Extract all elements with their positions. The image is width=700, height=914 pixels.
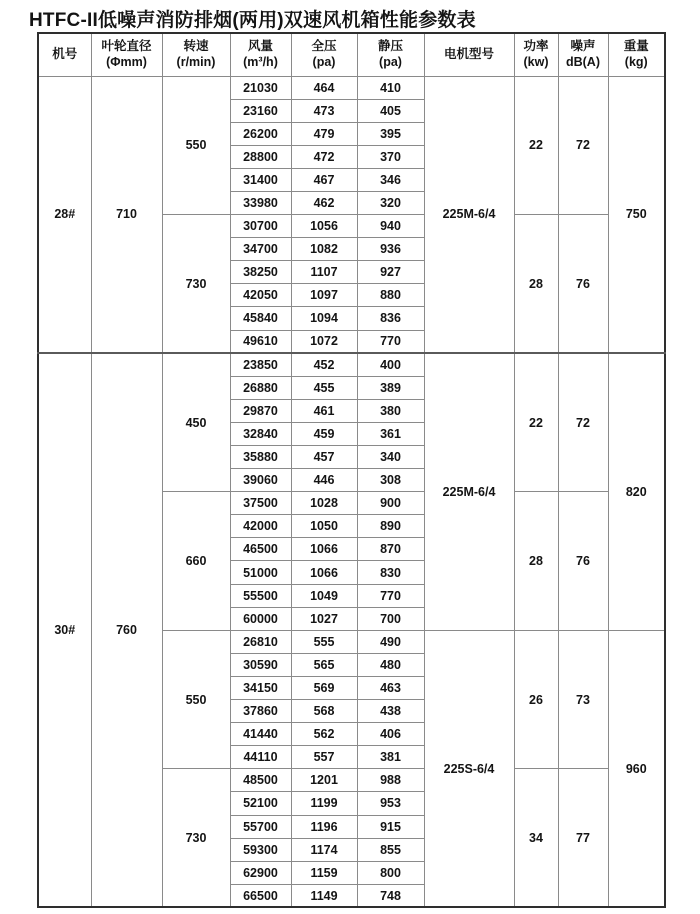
total-pressure-cell: 452 [291,353,357,376]
static-pressure-cell: 927 [357,261,424,284]
static-pressure-cell: 748 [357,884,424,907]
header-unit: (m³/h) [243,54,278,69]
speed-cell: 730 [162,215,230,354]
air-volume-cell: 51000 [230,561,291,584]
header-power [514,33,558,76]
header-label: 风量 [247,39,273,54]
air-volume-cell: 35880 [230,446,291,469]
spec-table [37,32,666,908]
header-unit: dB(A) [565,54,600,69]
static-pressure-cell: 915 [357,815,424,838]
header-speed [162,33,230,76]
total-pressure-cell: 1159 [291,861,357,884]
air-volume-cell: 26200 [230,122,291,145]
table-row [38,353,665,376]
static-pressure-cell: 770 [357,584,424,607]
total-pressure-cell: 461 [291,399,357,422]
static-pressure-cell: 490 [357,630,424,653]
total-pressure-cell: 1149 [291,884,357,907]
air-volume-cell: 42000 [230,515,291,538]
total-pressure-cell: 1072 [291,330,357,353]
static-pressure-cell: 405 [357,99,424,122]
total-pressure-cell: 1056 [291,215,357,238]
air-volume-cell: 55700 [230,815,291,838]
static-pressure-cell: 346 [357,168,424,191]
total-pressure-cell: 1199 [291,792,357,815]
power-cell: 22 [514,353,558,492]
total-pressure-cell: 457 [291,446,357,469]
air-volume-cell: 60000 [230,607,291,630]
static-pressure-cell: 800 [357,861,424,884]
air-volume-cell: 21030 [230,76,291,99]
air-volume-cell: 42050 [230,284,291,307]
power-cell: 28 [514,492,558,631]
header-unit: (Φmm) [106,54,147,69]
air-volume-cell: 59300 [230,838,291,861]
air-volume-cell: 34700 [230,238,291,261]
noise-cell: 76 [558,492,608,631]
air-volume-cell: 29870 [230,399,291,422]
header-label: 电机型号 [443,46,494,61]
total-pressure-cell: 464 [291,76,357,99]
air-volume-cell: 66500 [230,884,291,907]
weight-cell: 960 [608,630,665,907]
total-pressure-cell: 1174 [291,838,357,861]
static-pressure-cell: 940 [357,215,424,238]
static-pressure-cell: 370 [357,145,424,168]
noise-cell: 76 [558,215,608,354]
noise-cell: 77 [558,769,608,908]
air-volume-cell: 52100 [230,792,291,815]
static-pressure-cell: 410 [357,76,424,99]
air-volume-cell: 49610 [230,330,291,353]
static-pressure-cell: 836 [357,307,424,330]
static-pressure-cell: 700 [357,607,424,630]
total-pressure-cell: 1107 [291,261,357,284]
air-volume-cell: 23850 [230,353,291,376]
total-pressure-cell: 1082 [291,238,357,261]
total-pressure-cell: 472 [291,145,357,168]
static-pressure-cell: 870 [357,538,424,561]
total-pressure-cell: 555 [291,630,357,653]
static-pressure-cell: 936 [357,238,424,261]
total-pressure-cell: 1049 [291,584,357,607]
header-noise [558,33,608,76]
air-volume-cell: 37860 [230,700,291,723]
table-body [38,76,665,907]
static-pressure-cell: 308 [357,469,424,492]
air-volume-cell: 45840 [230,307,291,330]
total-pressure-cell: 568 [291,700,357,723]
impeller-diameter-cell: 710 [91,76,162,353]
total-pressure-cell: 569 [291,676,357,699]
header-label: 全压 [311,39,337,54]
static-pressure-cell: 395 [357,122,424,145]
header-static-pressure [357,33,424,76]
motor-model-cell: 225S-6/4 [424,630,514,907]
header-label: 转速 [183,39,209,54]
header-label: 静压 [377,39,403,54]
static-pressure-cell: 988 [357,769,424,792]
power-cell: 28 [514,215,558,354]
noise-cell: 73 [558,630,608,769]
static-pressure-cell: 953 [357,792,424,815]
total-pressure-cell: 1050 [291,515,357,538]
speed-cell: 660 [162,492,230,631]
total-pressure-cell: 1196 [291,815,357,838]
header-label: 重量 [623,39,649,54]
header-air-volume [230,33,291,76]
header-label: 功率 [523,39,549,54]
header-machine-no [38,33,91,76]
static-pressure-cell: 340 [357,446,424,469]
static-pressure-cell: 400 [357,353,424,376]
air-volume-cell: 32840 [230,422,291,445]
static-pressure-cell: 770 [357,330,424,353]
speed-cell: 550 [162,76,230,215]
total-pressure-cell: 462 [291,191,357,214]
static-pressure-cell: 900 [357,492,424,515]
air-volume-cell: 31400 [230,168,291,191]
air-volume-cell: 33980 [230,191,291,214]
total-pressure-cell: 565 [291,653,357,676]
static-pressure-cell: 855 [357,838,424,861]
total-pressure-cell: 1066 [291,561,357,584]
static-pressure-cell: 480 [357,653,424,676]
speed-cell: 450 [162,353,230,492]
static-pressure-cell: 381 [357,746,424,769]
header-label: 噪声 [570,39,596,54]
total-pressure-cell: 1094 [291,307,357,330]
header-total-pressure [291,33,357,76]
total-pressure-cell: 1097 [291,284,357,307]
header-unit: (pa) [379,54,402,69]
static-pressure-cell: 380 [357,399,424,422]
air-volume-cell: 41440 [230,723,291,746]
total-pressure-cell: 459 [291,422,357,445]
air-volume-cell: 48500 [230,769,291,792]
machine-no-cell: 28# [38,76,91,353]
static-pressure-cell: 890 [357,515,424,538]
air-volume-cell: 23160 [230,99,291,122]
machine-no-cell: 30# [38,353,91,907]
air-volume-cell: 26880 [230,376,291,399]
air-volume-cell: 34150 [230,676,291,699]
table-header-row [38,33,665,76]
header-unit: (pa) [312,54,336,69]
total-pressure-cell: 1201 [291,769,357,792]
air-volume-cell: 30590 [230,653,291,676]
total-pressure-cell: 473 [291,99,357,122]
header-unit: (kg) [624,54,648,69]
header-label: 叶轮直径 [101,39,152,54]
total-pressure-cell: 467 [291,168,357,191]
header-unit: (kw) [523,54,549,69]
weight-cell: 820 [608,353,665,630]
static-pressure-cell: 438 [357,700,424,723]
page-title: HTFC-II低噪声消防排烟(两用)双速风机箱性能参数表 [29,10,476,31]
static-pressure-cell: 389 [357,376,424,399]
speed-cell: 730 [162,769,230,908]
total-pressure-cell: 1066 [291,538,357,561]
motor-model-cell: 225M-6/4 [424,353,514,630]
power-cell: 34 [514,769,558,908]
air-volume-cell: 55500 [230,584,291,607]
noise-cell: 72 [558,353,608,492]
header-unit: (r/min) [176,54,216,69]
total-pressure-cell: 455 [291,376,357,399]
speed-cell: 550 [162,630,230,769]
noise-cell: 72 [558,76,608,215]
total-pressure-cell: 1028 [291,492,357,515]
total-pressure-cell: 557 [291,746,357,769]
air-volume-cell: 44110 [230,746,291,769]
header-weight [608,33,665,76]
air-volume-cell: 39060 [230,469,291,492]
air-volume-cell: 30700 [230,215,291,238]
total-pressure-cell: 446 [291,469,357,492]
power-cell: 22 [514,76,558,215]
static-pressure-cell: 880 [357,284,424,307]
static-pressure-cell: 830 [357,561,424,584]
static-pressure-cell: 320 [357,191,424,214]
static-pressure-cell: 463 [357,676,424,699]
static-pressure-cell: 361 [357,422,424,445]
air-volume-cell: 37500 [230,492,291,515]
motor-model-cell: 225M-6/4 [424,76,514,353]
header-label: 机号 [52,46,78,61]
air-volume-cell: 26810 [230,630,291,653]
header-motor-model [424,33,514,76]
total-pressure-cell: 562 [291,723,357,746]
impeller-diameter-cell: 760 [91,353,162,907]
air-volume-cell: 28800 [230,145,291,168]
static-pressure-cell: 406 [357,723,424,746]
total-pressure-cell: 479 [291,122,357,145]
table-row [38,76,665,99]
air-volume-cell: 46500 [230,538,291,561]
air-volume-cell: 62900 [230,861,291,884]
header-impeller-diameter [91,33,162,76]
weight-cell: 750 [608,76,665,353]
air-volume-cell: 38250 [230,261,291,284]
total-pressure-cell: 1027 [291,607,357,630]
power-cell: 26 [514,630,558,769]
